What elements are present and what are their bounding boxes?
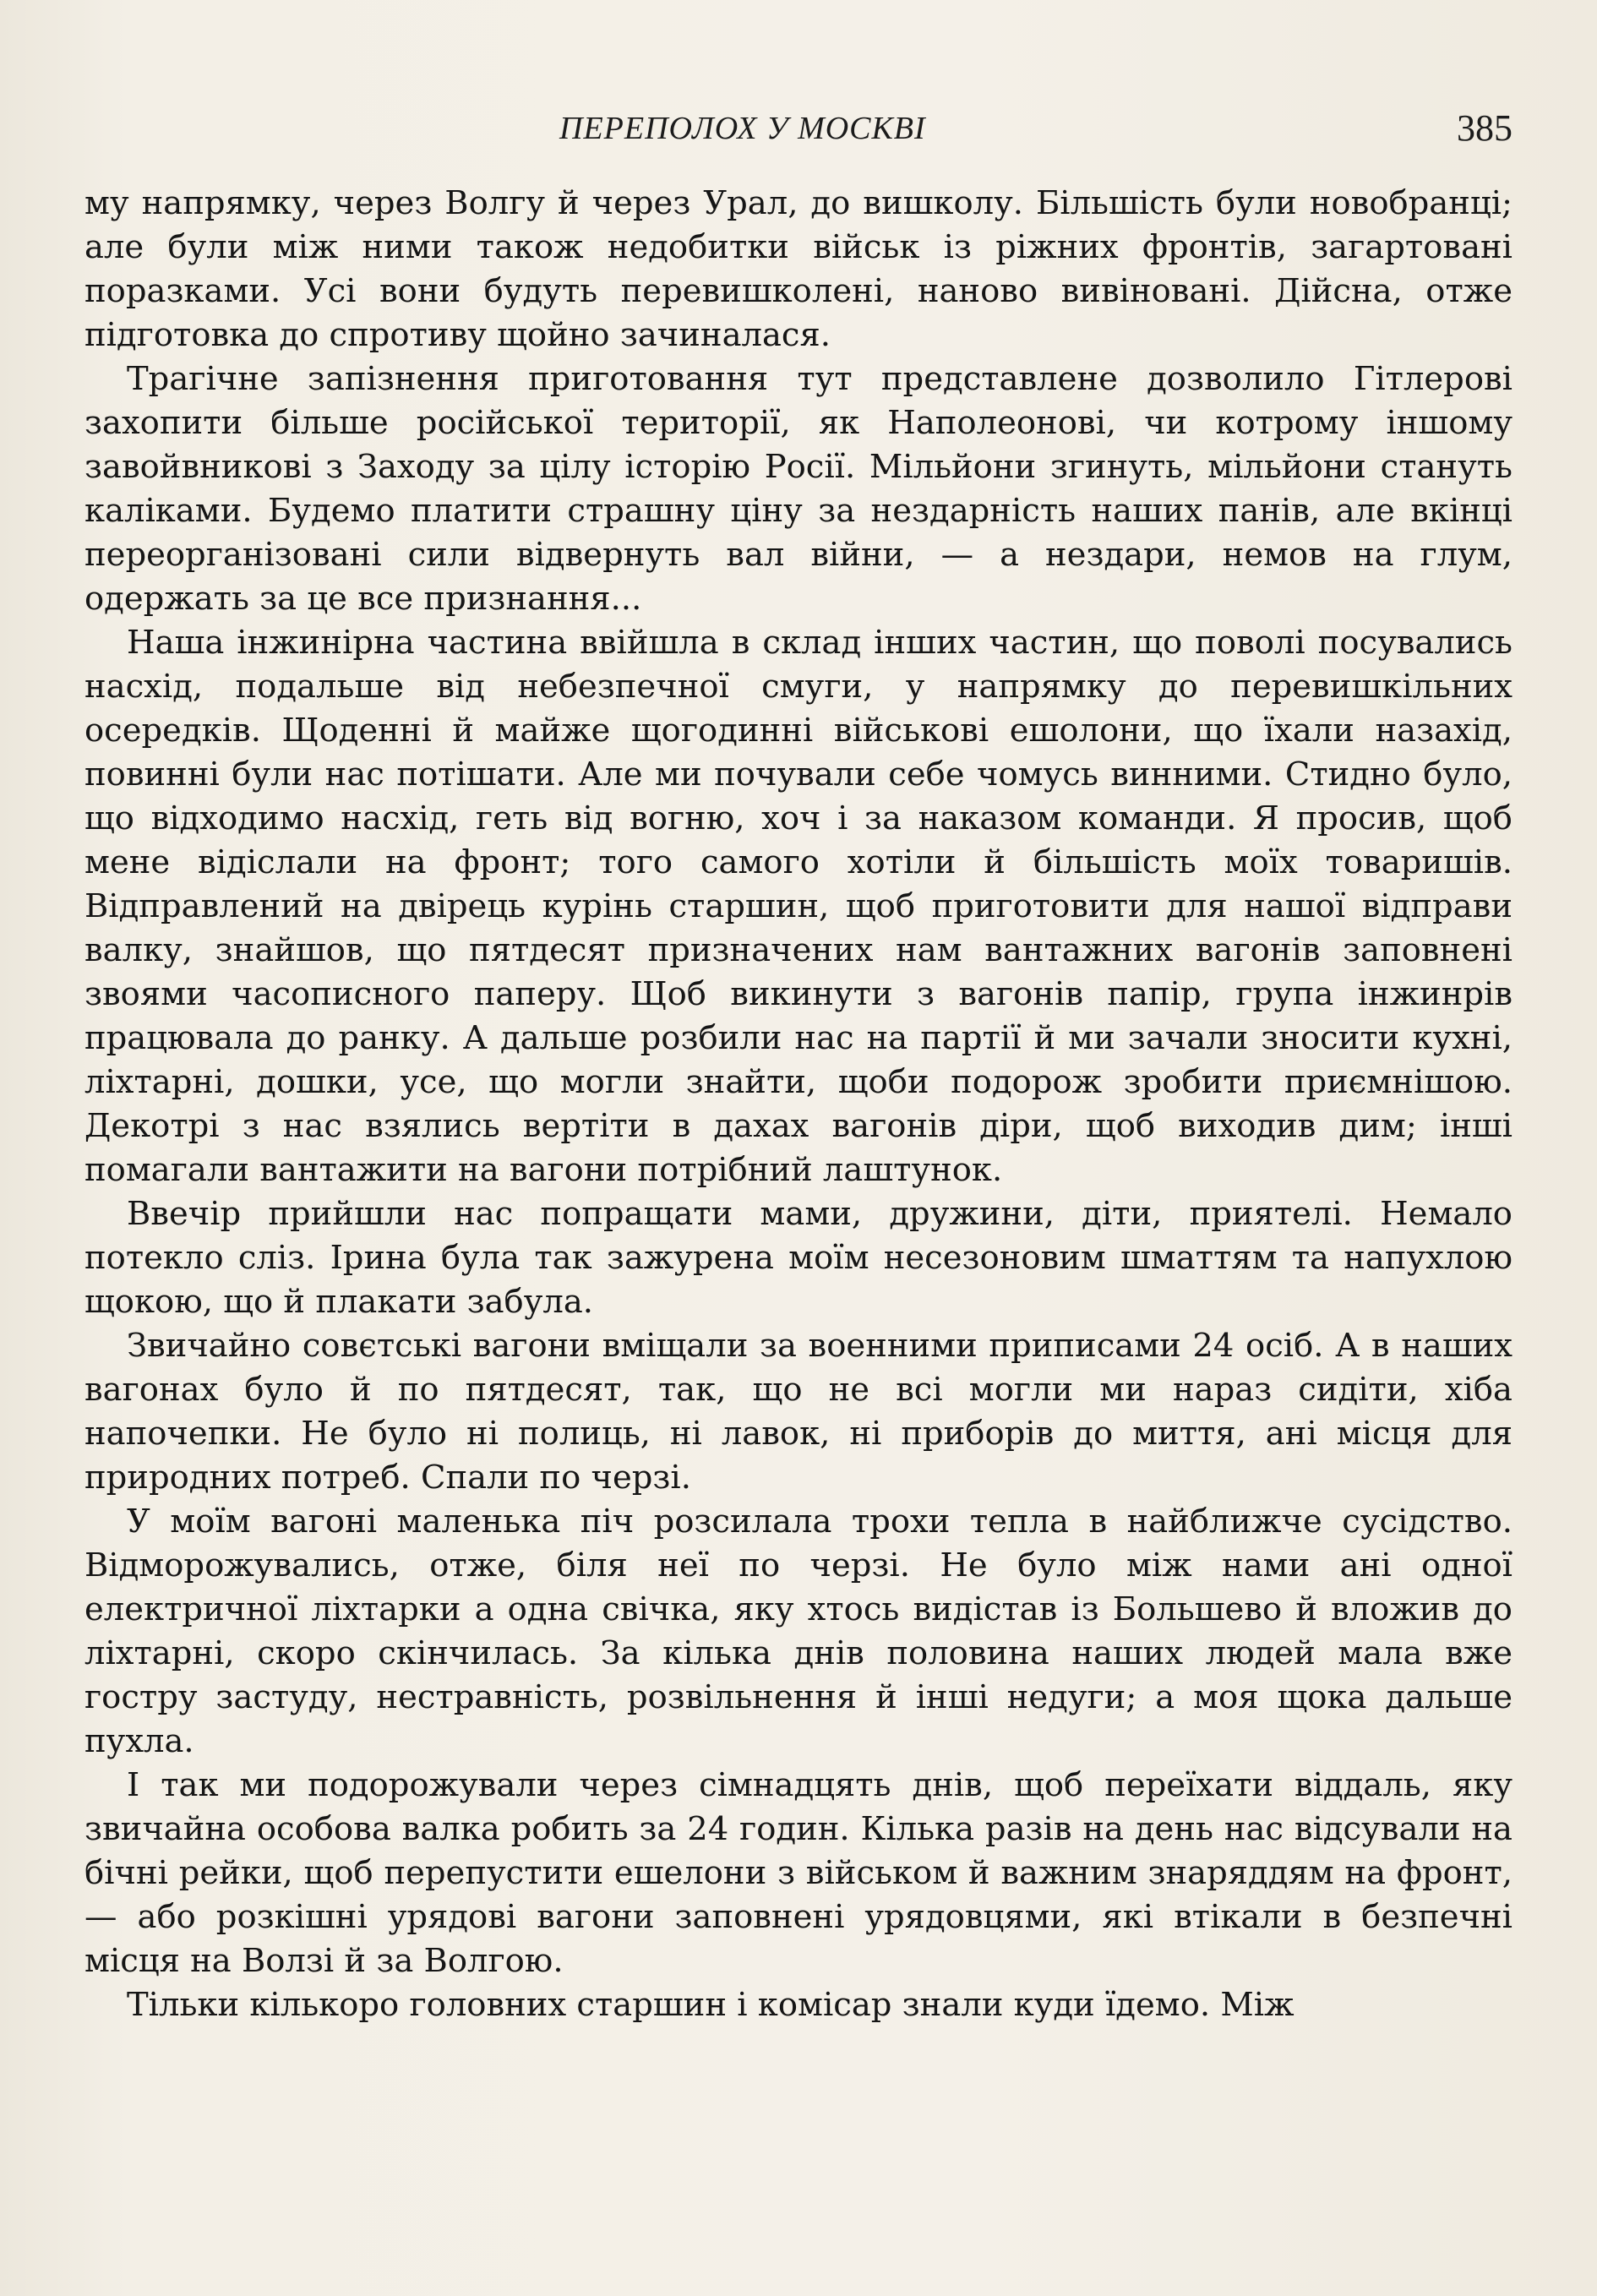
page-number: 385 (1457, 107, 1513, 149)
body-text (84, 182, 1513, 2027)
paragraph: Трагічне запізнення приготовання тут представлене дозволило Гітлерові захопити більше російської території, як Наполеонові, чи котрому іншому завойвникові з Заходу за цілу історію Росії. Мільйони згинуть, мільйони стануть каліками. Будемо платити страшну ціну за нездарність наших панів, але вкінці переорганізовані сили відвернуть вал війни, — а нездари, немов на глум, одержать за це все признання... (84, 360, 1513, 618)
running-header (84, 107, 1513, 152)
running-title: ПЕРЕПОЛОХ У МОСКВІ (559, 111, 926, 146)
paragraph: Ввечір прийшли нас попращати мами, дружини, діти, приятелі. Немало потекло сліз. Ірина була так зажурена моїм несезоновим шматтям та напухлою щокою, що й плакати забула. (84, 1195, 1513, 1321)
paragraph: Звичайно совєтські вагони вміщали за военними приписами 24 осіб. А в наших вагонах було й по пятдесят, так, що не всі могли ми нараз сидіти, хіба напочепки. Не було ні полиць, ні лавок, ні приборів до миття, ані місця для природних потреб. Спали по черзі. (84, 1327, 1513, 1497)
paragraph: му напрямку, через Волгу й через Урал, до вишколу. Більшість були новобранці; але були між ними також недобитки військ із ріжних фронтів, загартовані поразками. Усі вони будуть перевишколені, наново вивіновані. Дійсна, отже підготовка до спротиву щойно зачиналася. (84, 184, 1513, 354)
paragraph: Тільки кількоро головних старшин і комісар знали куди їдемо. Між (127, 1986, 1294, 2024)
paragraph: І так ми подорожували через сімнадцять днів, щоб переїхати віддаль, яку звичайна особова валка робить за 24 годин. Кілька разів на день нас відсували на бічні рейки, щоб перепустити ешелони з військом й важним знаряддям на фронт, — або розкішні урядові вагони заповнені урядовцями, які втікали в безпечні місця на Волзі й за Волгою. (84, 1766, 1513, 1980)
paragraph: Наша інжинірна частина ввійшла в склад інших частин, що поволі посувались насхід, подальше від небезпечної смуги, у напрямку до перевишкільних осередків. Щоденні й майже щогодинні військові ешолони, що їхали назахід, повинні були нас потішати. Але ми почували себе чомусь винними. Стидно було, що відходимо насхід, геть від вогню, хоч і за наказом команди. Я просив, щоб мене відіслали на фронт; того самого хотіли й більшість моїх товаришів. Відправлений на двірець курінь старшин, щоб приготовити для нашої відправи валку, знайшов, що пятдесят призначених нам вантажних вагонів заповнені звоями часописного паперу. Щоб викинути з вагонів папір, група інжинрів працювала до ранку. А дальше розбили нас на партії й ми зачали зносити кухні, ліхтарні, дошки, усе, що могли знайти, щоби подорож зробити приємнішою. Декотрі з нас взялись вертіти в дахах вагонів діри, щоб виходив дим; інші помагали вантажити на вагони потрібний лаштунок. (84, 624, 1513, 1189)
paragraph: У моїм вагоні маленька піч розсилала трохи тепла в найближче сусідство. Відморожувались, отже, біля неї по черзі. Не було між нами ані одної електричної ліхтарки а одна свічка, яку хтось видістав із Большево й вложив до ліхтарні, скоро скінчилась. За кілька днів половина наших людей мала вже гостру застуду, нестравність, розвільнення й інші недуги; а моя щока дальше пухла. (84, 1502, 1513, 1760)
